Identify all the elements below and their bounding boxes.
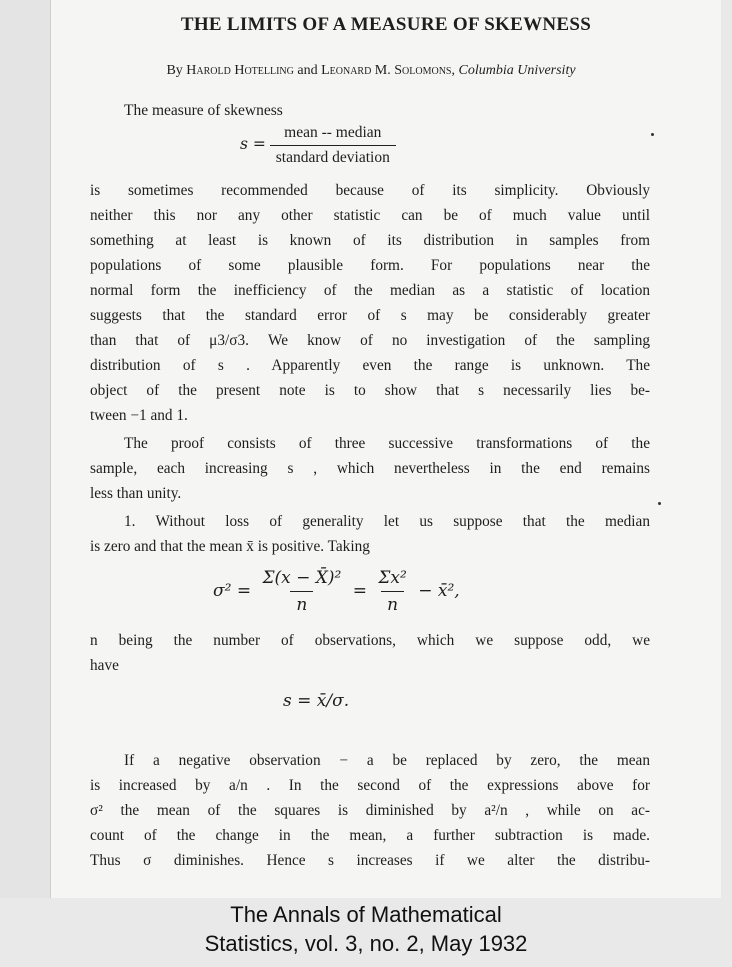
variance-tail: − x̄², <box>418 581 460 601</box>
text-line: normal form the inefficiency of the median as a statistic of location <box>90 282 650 299</box>
variance-fraction-2 <box>372 568 412 615</box>
text-line: object of the present note is to show that s necessarily lies be- <box>90 382 650 399</box>
byline-and: and <box>297 63 318 78</box>
text-line: populations of some plausible form. For populations near the <box>90 257 650 274</box>
text-line: than that of μ3/σ3. We know of no investigation of the sampling <box>90 332 650 349</box>
text-line: is increased by a/n . In the second of the expressions above for <box>90 777 650 794</box>
fraction-denominator: n <box>381 591 404 615</box>
text-line: something at least is known of its distribution in samples from <box>90 232 650 249</box>
text-line: σ² the mean of the squares is diminished by a²/n , while on ac- <box>90 802 650 819</box>
journal-page <box>50 0 721 898</box>
affiliation: Columbia University <box>458 63 576 78</box>
ratio-formula: s = x̄/σ. <box>283 691 350 711</box>
article-title: THE LIMITS OF A MEASURE OF SKEWNESS <box>180 14 592 35</box>
text-line: distribution of s . Apparently even the range is unknown. The <box>90 357 650 374</box>
byline-by: By <box>166 63 183 78</box>
variance-equals: = <box>352 581 367 601</box>
text-line: The proof consists of three successive transformations of the <box>124 435 650 452</box>
paragraph-3 <box>90 509 650 559</box>
fraction-numerator: mean -- median <box>284 124 382 141</box>
text-line: is sometimes recommended because of its simplicity. Obviously <box>90 182 650 199</box>
skewness-fraction <box>270 124 396 167</box>
text-line: count of the change in the mean, a further subtraction is made. <box>90 827 650 844</box>
variance-formula <box>213 568 460 615</box>
text-line: n being the number of observations, which we suppose odd, we <box>90 632 650 649</box>
text-line: have <box>90 657 119 674</box>
text-line: Thus σ diminishes. Hence s increases if we alter the distribu- <box>90 852 650 869</box>
scan-speck <box>658 502 661 505</box>
skewness-formula <box>240 124 396 167</box>
author-2: Leonard M. Solomons, <box>321 63 455 78</box>
text-line: suggests that the standard error of s may be considerably greater <box>90 307 650 324</box>
author-1: Harold Hotelling <box>186 63 294 78</box>
formula-lhs: s = <box>240 135 266 154</box>
paragraph-1 <box>90 178 650 428</box>
text-line: is zero and that the mean x̄ is positive. Taking <box>90 538 370 555</box>
paragraph-4 <box>90 628 650 678</box>
paragraph-5 <box>90 748 650 873</box>
source-caption-line-1: The Annals of Mathematical <box>230 902 502 927</box>
byline <box>91 63 651 79</box>
fraction-denominator: standard deviation <box>270 145 396 167</box>
scan-margin <box>0 0 50 898</box>
intro-line: The measure of skewness <box>124 102 283 119</box>
source-caption-line-2: Statistics, vol. 3, no. 2, May 1932 <box>204 931 528 956</box>
text-line: less than unity. <box>90 485 182 502</box>
text-line: 1. Without loss of generality let us suppose that the median <box>124 513 650 530</box>
fraction-numerator: Σx² <box>378 568 407 588</box>
text-line: neither this nor any other statistic can be of much value until <box>90 207 650 224</box>
text-line: sample, each increasing s , which nevertheless in the end remains <box>90 460 650 477</box>
variance-fraction-1 <box>256 568 347 615</box>
text-line: If a negative observation − a be replaced by zero, the mean <box>124 752 650 769</box>
paragraph-2 <box>90 431 650 506</box>
scan-speck <box>651 133 654 136</box>
variance-lhs: σ² = <box>213 581 252 601</box>
fraction-numerator: Σ(x − X̄)² <box>262 568 342 588</box>
text-line: tween −1 and 1. <box>90 407 188 424</box>
fraction-denominator: n <box>290 591 313 615</box>
